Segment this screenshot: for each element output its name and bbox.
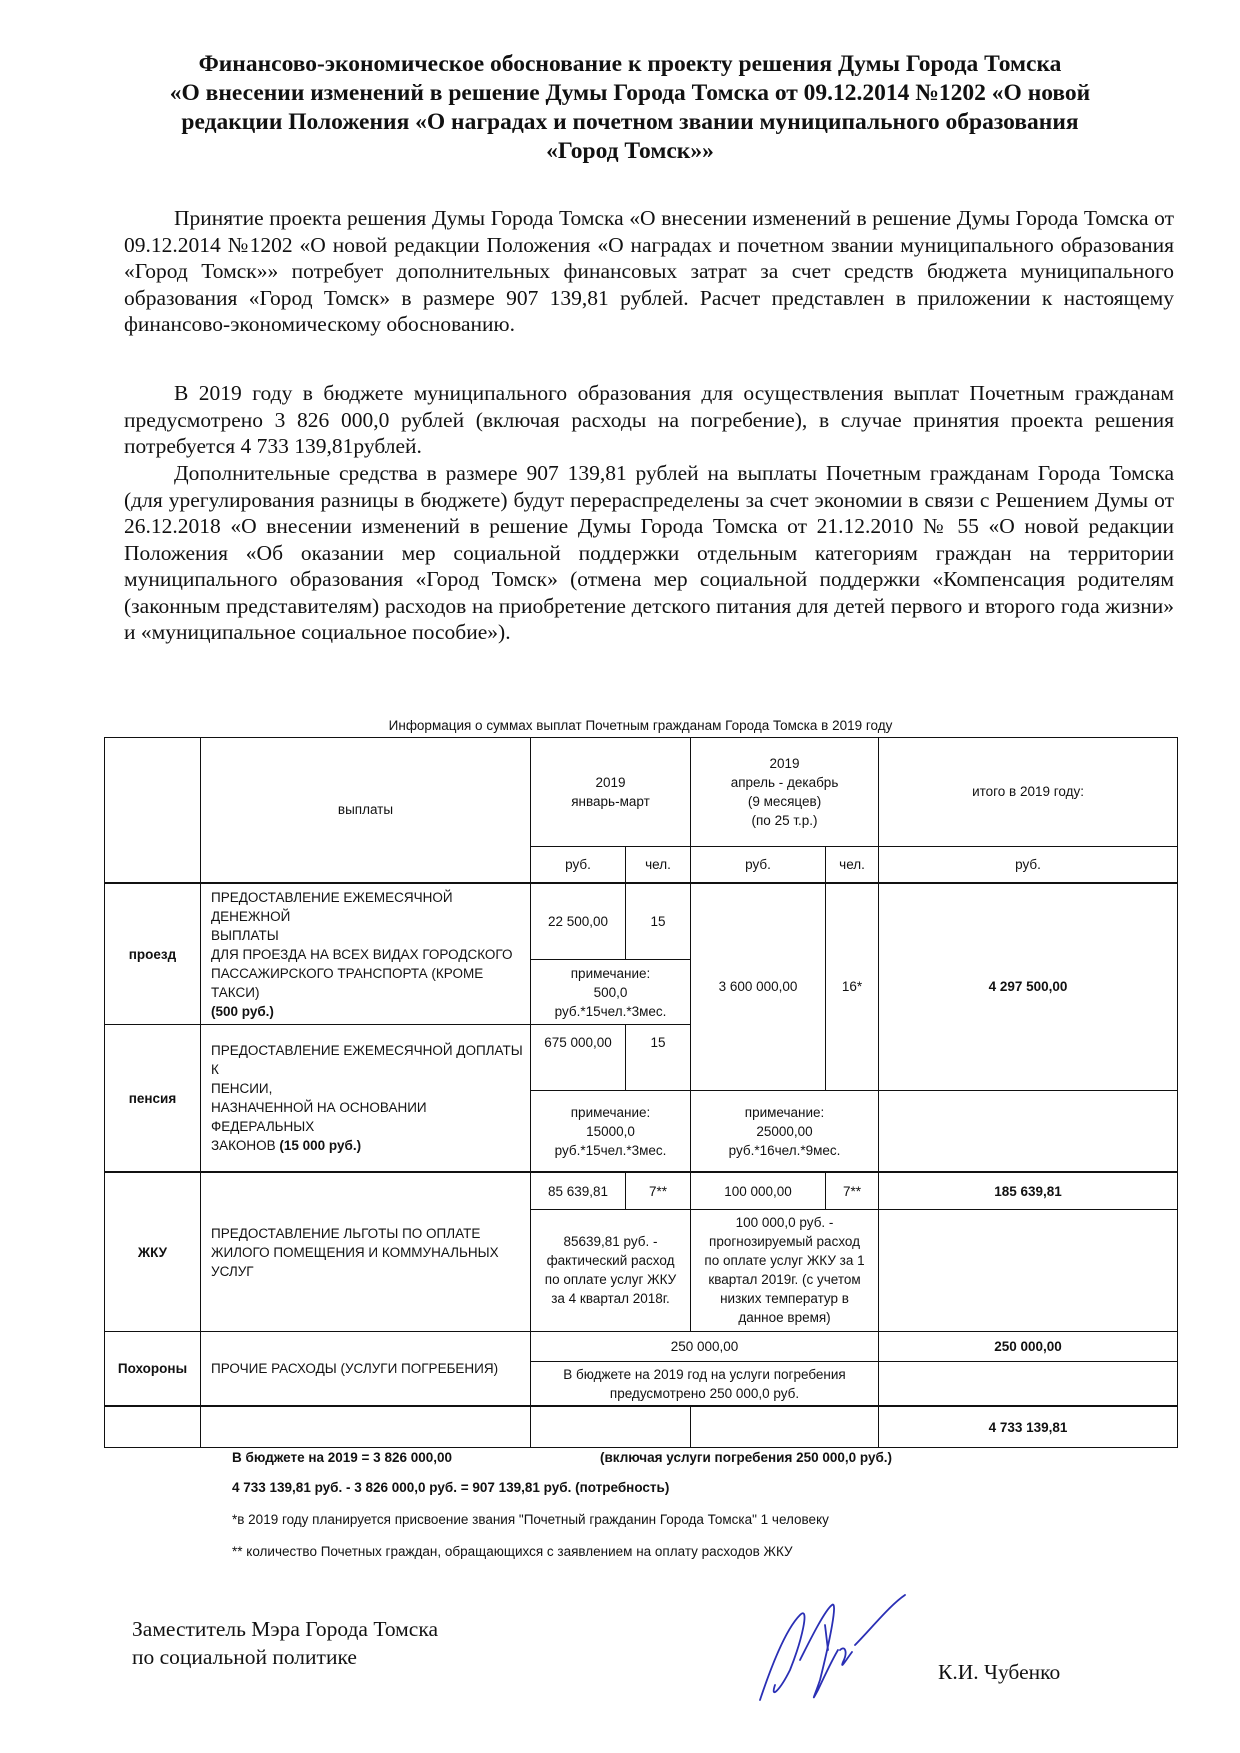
empty-cell	[105, 1406, 201, 1447]
proezd-q1-rub: 22 500,00	[531, 883, 626, 959]
description-line: УСЛУГ	[211, 1263, 254, 1279]
header-period-rest	[691, 738, 879, 847]
note-line: 15000,0	[586, 1123, 635, 1139]
funeral-amount: 250 000,00	[531, 1331, 879, 1362]
description-line: ЖИЛОГО ПОМЕЩЕНИЯ И КОММУНАЛЬНЫХ	[211, 1244, 499, 1260]
table-row	[105, 1172, 1178, 1209]
category-funeral: Похороны	[105, 1331, 201, 1406]
table-row	[105, 1331, 1178, 1362]
note-line: данное время)	[738, 1310, 831, 1326]
title-line: «О внесении изменений в решение Думы Города Томска от 09.12.2014 №1202 «О новой	[169, 80, 1091, 106]
note-line: за 4 квартал 2018г.	[551, 1291, 670, 1307]
handwritten-signature	[740, 1590, 940, 1710]
description-line: ПРЕДОСТАВЛЕНИЕ ЕЖЕМЕСЯЧНОЙ ДОПЛАТЫ К	[211, 1043, 523, 1078]
header-row	[105, 738, 1178, 847]
pension-q1-rub: 675 000,00	[531, 1025, 626, 1091]
note-line: В бюджете на 2019 год на услуги погребения	[563, 1366, 846, 1382]
funeral-note-total	[879, 1362, 1178, 1407]
description-funeral: ПРОЧИЕ РАСХОДЫ (УСЛУГИ ПОГРЕБЕНИЯ)	[201, 1331, 531, 1406]
subheader-people: чел.	[626, 846, 691, 883]
header-year: 2019	[595, 774, 626, 790]
grand-total: 4 733 139,81	[879, 1406, 1178, 1447]
note-line: 85639,81 руб. -	[563, 1234, 658, 1250]
empty-cell	[691, 1406, 879, 1447]
proezd-q1-note	[531, 959, 691, 1025]
description-amount: (500 руб.)	[211, 1003, 274, 1019]
pension-q1-people: 15	[626, 1025, 691, 1091]
note-line: прогнозируемый расход	[709, 1234, 861, 1250]
note-line: по оплате услуг ЖКУ за 1	[704, 1253, 865, 1269]
document-title	[130, 50, 1130, 166]
subheader-rub: руб.	[879, 846, 1178, 883]
pension-total	[879, 1090, 1178, 1172]
calc-note: 4 733 139,81 руб. - 3 826 000,0 руб. = 907 139,81 руб. (потребность)	[232, 1480, 670, 1495]
zhku-note-total	[879, 1209, 1178, 1331]
header-payments: выплаты	[201, 738, 531, 883]
signer-title	[132, 1615, 438, 1671]
description-line: ПРЕДОСТАВЛЕНИЕ ЕЖЕМЕСЯЧНОЙ ДЕНЕЖНОЙ	[211, 889, 453, 924]
description-line: НАЗНАЧЕННОЙ НА ОСНОВАНИИ ФЕДЕРАЛЬНЫХ	[211, 1100, 427, 1135]
description-amount: (15 000 руб.)	[279, 1138, 362, 1154]
subheader-people: чел.	[826, 846, 879, 883]
description-line: ПРЕДОСТАВЛЕНИЕ ЛЬГОТЫ ПО ОПЛАТЕ	[211, 1225, 481, 1241]
description-line: ПАССАЖИРСКОГО ТРАНСПОРТА (КРОМЕ ТАКСИ)	[211, 965, 484, 1000]
header-duration: (9 месяцев)	[747, 793, 822, 809]
header-category-cell	[105, 738, 201, 883]
proezd-total: 4 297 500,00	[879, 883, 1178, 1090]
paragraph-additional-funds: Дополнительные средства в размере 907 139,81 рублей на выплаты Почетным гражданам Города Томска (для урегулирования разницы в бюджете) будут перераспределены за счет экономии в связи с Решением Думы от 26.12.2018 «О внесении изменений в решение Думы Города Томска от 21.12.2010 № 55 «О новой редакции Положения «Об оказании мер социальной поддержки отдельным категориям граждан на территории муниципального образования «Город Томск» (отмена мер социальной поддержки «Компенсация родителям (законным представителям) расходов на приобретение детского питания для детей первого и второго года жизни» и «муниципальное социальное пособие»).	[124, 461, 1174, 644]
note-line: руб.*15чел.*3мес.	[554, 1003, 667, 1019]
table-row	[105, 883, 1178, 959]
proezd-rest-people: 16*	[826, 883, 879, 1090]
pension-q1-note	[531, 1090, 691, 1172]
note-line: руб.*16чел.*9мес.	[728, 1142, 841, 1158]
note-line: низких температур в	[720, 1291, 849, 1307]
star-footnote: *в 2019 году планируется присвоение звания "Почетный гражданин Города Томска" 1 человеку	[232, 1512, 829, 1527]
payments-table	[104, 737, 1178, 1448]
zhku-q1-note	[531, 1209, 691, 1331]
budget-incl-note: (включая услуги погребения 250 000,0 руб.)	[600, 1450, 893, 1465]
category-pension: пенсия	[105, 1025, 201, 1173]
signer-title-line: Заместитель Мэра Города Томска	[132, 1617, 438, 1641]
header-total: итого в 2019 году:	[879, 738, 1178, 847]
signer-name: К.И. Чубенко	[938, 1660, 1061, 1684]
paragraph-intro: Принятие проекта решения Думы Города Томска «О внесении изменений в решение Думы Города Томска от 09.12.2014 №1202 «О новой редакции Положения «О наградах и почетном звании муниципального образования «Город Томск»» потребует дополнительных финансовых затрат за счет средств бюджета муниципального образования «Город Томск» в размере 907 139,81 рублей. Расчет представлен в приложении к настоящему финансово-экономическому обоснованию.	[124, 206, 1174, 336]
title-line: «Город Томск»»	[546, 138, 714, 164]
zhku-total: 185 639,81	[879, 1172, 1178, 1209]
note-line: фактический расход	[546, 1253, 675, 1269]
signer-title-line: по социальной политике	[132, 1645, 357, 1669]
header-year: 2019	[769, 755, 800, 771]
header-months: январь-март	[571, 793, 650, 809]
category-zhku: ЖКУ	[105, 1172, 201, 1331]
zhku-q1-people: 7**	[626, 1172, 691, 1209]
subheader-rub: руб.	[531, 846, 626, 883]
empty-cell	[531, 1406, 691, 1447]
description-line: ВЫПЛАТЫ	[211, 927, 279, 943]
note-line: по оплате услуг ЖКУ	[544, 1272, 677, 1288]
note-line: 25000,00	[756, 1123, 813, 1139]
budget-note: В бюджете на 2019 = 3 826 000,00	[232, 1450, 453, 1465]
double-star-footnote: ** количество Почетных граждан, обращающихся с заявлением на оплату расходов ЖКУ	[232, 1544, 793, 1559]
category-proezd: проезд	[105, 883, 201, 1025]
subheader-rub: руб.	[691, 846, 826, 883]
table-caption: Информация о суммах выплат Почетным гражданам Города Томска в 2019 году	[388, 718, 893, 733]
description-line: ПЕНСИИ,	[211, 1081, 273, 1097]
proezd-q1-people: 15	[626, 883, 691, 959]
pension-rest-note	[691, 1090, 879, 1172]
header-rate: (по 25 т.р.)	[751, 812, 818, 828]
description-proezd	[201, 883, 531, 1025]
note-line: примечание:	[570, 1104, 651, 1120]
header-months: апрель - декабрь	[730, 774, 839, 790]
proezd-rest-rub: 3 600 000,00	[691, 883, 826, 1090]
description-pension	[201, 1025, 531, 1173]
funeral-total: 250 000,00	[879, 1331, 1178, 1362]
note-line: примечание:	[744, 1104, 825, 1120]
note-line: примечание:	[570, 965, 651, 981]
note-line: руб.*15чел.*3мес.	[554, 1142, 667, 1158]
note-line: 100 000,0 руб. -	[735, 1215, 834, 1231]
title-line: редакции Положения «О наградах и почетном звании муниципального образования	[181, 109, 1079, 135]
description-tail: ЗАКОНОВ	[211, 1138, 280, 1154]
note-line: квартал 2019г. (с учетом	[708, 1272, 861, 1288]
zhku-q1-rub: 85 639,81	[531, 1172, 626, 1209]
zhku-rest-note	[691, 1209, 879, 1331]
zhku-rest-people: 7**	[826, 1172, 879, 1209]
description-zhku	[201, 1172, 531, 1331]
header-period-q1	[531, 738, 691, 847]
grand-total-row	[105, 1406, 1178, 1447]
description-line	[211, 1136, 525, 1155]
paragraph-budget: В 2019 году в бюджете муниципального образования для осуществления выплат Почетным гражданам предусмотрено 3 826 000,0 рублей (включая расходы на погребение), в случае принятия проекта решения потребуется 4 733 139,81рублей.	[124, 381, 1174, 458]
funeral-note	[531, 1362, 879, 1407]
zhku-rest-rub: 100 000,00	[691, 1172, 826, 1209]
note-line: предусмотрено 250 000,0 руб.	[609, 1385, 800, 1401]
empty-cell	[201, 1406, 531, 1447]
description-line: ДЛЯ ПРОЕЗДА НА ВСЕХ ВИДАХ ГОРОДСКОГО	[211, 946, 513, 962]
note-line: 500,0	[593, 984, 628, 1000]
title-line: Финансово-экономическое обоснование к проекту решения Думы Города Томска	[198, 51, 1062, 77]
